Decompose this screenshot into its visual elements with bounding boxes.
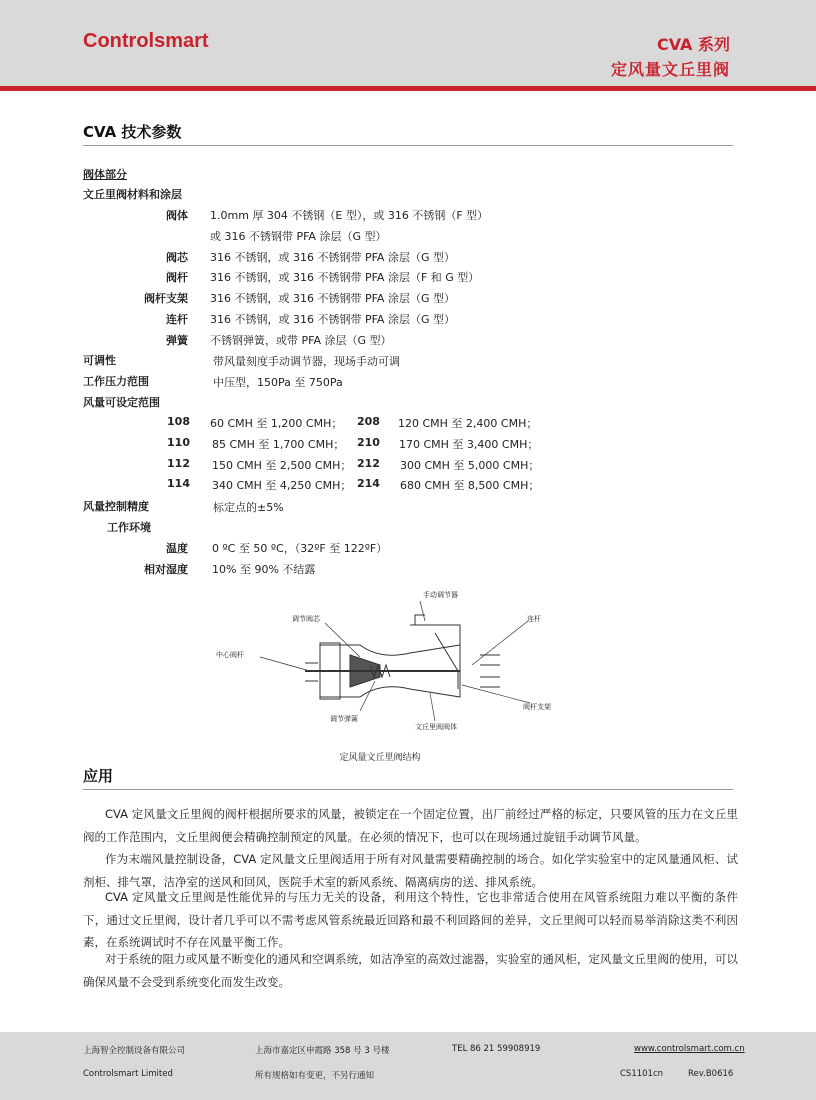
section-divider	[83, 789, 733, 790]
range-value: 300 CMH 至 5,000 CMH；	[400, 459, 540, 472]
material-value: 1.0mm 厚 304 不锈钢（E 型），或 316 不锈钢（F 型）	[210, 209, 489, 222]
material-value: 316 不锈钢，或 316 不锈钢带 PFA 涂层（G 型）	[210, 313, 455, 326]
material-value: 316 不锈钢，或 316 不锈钢带 PFA 涂层（G 型）	[210, 292, 455, 305]
label-valve-body: 文丘里阀阀体	[415, 723, 457, 731]
range-value: 60 CMH 至 1,200 CMH；	[210, 417, 343, 430]
model-number: 210	[357, 436, 380, 449]
material-label: 阀芯	[166, 251, 188, 264]
material-label: 连杆	[166, 313, 188, 326]
material-value: 或 316 不锈钢带 PFA 涂层（G 型）	[210, 230, 387, 243]
material-label: 阀杆支架	[144, 292, 188, 305]
label-bracket: 阀杆支架	[523, 703, 551, 711]
range-value: 120 CMH 至 2,400 CMH；	[398, 417, 538, 430]
product-subtitle: 定风量文丘里阀	[610, 60, 730, 79]
model-number: 208	[357, 415, 380, 428]
env-label: 工作环境	[107, 521, 151, 534]
telephone: TEL 86 21 59908919	[452, 1044, 541, 1054]
material-value: 不锈钢弹簧，或带 PFA 涂层（G 型）	[210, 334, 392, 347]
label-linkage: 连杆	[527, 615, 541, 623]
model-number: 110	[167, 436, 190, 449]
pressure-label: 工作压力范围	[83, 375, 149, 388]
section-title-tech: CVA 技术参数	[83, 123, 182, 141]
page-footer	[0, 1032, 816, 1100]
range-value: 170 CMH 至 3,400 CMH；	[399, 438, 539, 451]
temp-label: 温度	[166, 542, 188, 555]
series-title: CVA 系列	[657, 35, 730, 54]
material-label: 阀体	[166, 209, 188, 222]
venturi-valve-diagram	[210, 585, 570, 765]
label-valve-cone: 调节阀芯	[292, 615, 320, 623]
label-manual-adjuster: 手动调节器	[423, 591, 458, 599]
application-paragraph: 作为末端风量控制设备，CVA 定风量文丘里阀适用于所有对风量需要精确控制的场合。如化学实验室中的定风量通风柜、试剂柜、排气罩，洁净室的送风和回风，医院手术室的新风系统、隔离病房的送、排风系统。	[83, 852, 738, 889]
pressure-value: 中压型，150Pa 至 750Pa	[213, 376, 343, 389]
header-divider	[0, 86, 816, 91]
website-link[interactable]: www.controlsmart.com.cn	[634, 1044, 745, 1054]
material-value: 316 不锈钢，或 316 不锈钢带 PFA 涂层（F 和 G 型）	[210, 271, 480, 284]
model-number: 112	[167, 457, 190, 470]
section-title-application: 应用	[83, 767, 114, 785]
company-address: 上海市嘉定区申霞路 358 号 3 号楼	[255, 1046, 390, 1056]
diagram-caption: 定风量文丘里阀结构	[339, 753, 421, 763]
material-value: 316 不锈钢，或 316 不锈钢带 PFA 涂层（G 型）	[210, 251, 455, 264]
label-center-shaft: 中心阀杆	[216, 651, 244, 659]
model-number: 214	[357, 477, 380, 490]
application-paragraph: 对于系统的阻力或风量不断变化的通风和空调系统，如洁净室的高效过滤器，实验室的通风柜，定风量文丘里阀的使用，可以确保风量不会受到系统变化而发生改变。	[83, 952, 738, 989]
range-value: 150 CMH 至 2,500 CMH；	[212, 459, 352, 472]
manual-adjuster	[410, 615, 460, 645]
humidity-label: 相对湿度	[144, 563, 188, 576]
range-value: 85 CMH 至 1,700 CMH；	[212, 438, 345, 451]
brand-logo: Controlsmart	[83, 30, 209, 52]
material-label: 弹簧	[166, 334, 188, 347]
temp-value: 0 ºC 至 50 ºC，（32ºF 至 122ºF）	[212, 542, 388, 555]
material-label: 阀杆	[166, 271, 188, 284]
document-code: CS1101cn	[620, 1069, 664, 1079]
change-notice: 所有规格如有变更，不另行通知	[255, 1071, 375, 1081]
model-number: 114	[167, 477, 190, 490]
material-heading: 文丘里阀材料和涂层	[83, 188, 182, 201]
accuracy-value: 标定点的±5%	[213, 501, 284, 514]
linkage	[435, 633, 458, 671]
model-number: 108	[167, 415, 190, 428]
company-name-en: Controlsmart Limited	[83, 1069, 173, 1079]
body-part-heading: 阀体部分	[83, 168, 127, 181]
page-header	[0, 0, 816, 86]
label-spring: 调节弹簧	[330, 715, 358, 723]
model-number: 212	[357, 457, 380, 470]
application-paragraph: CVA 定风量文丘里阀是性能优异的与压力无关的设备，利用这个特性，它也非常适合使用在风管系统阻力难以平衡的条件下，通过文丘里阀，设计者几乎可以不需考虑风管系统最近回路和最不利回路间的差异，文丘里阀可以轻而易举消除这类不利因素，在系统调试时不存在风量平衡工作。	[83, 890, 738, 949]
revision: Rev.B0616	[688, 1069, 734, 1079]
range-value: 340 CMH 至 4,250 CMH；	[212, 479, 352, 492]
accuracy-label: 风量控制精度	[83, 500, 149, 513]
range-value: 680 CMH 至 8,500 CMH；	[400, 479, 540, 492]
humidity-value: 10% 至 90% 不结露	[212, 563, 316, 576]
section-divider	[83, 145, 733, 146]
adjust-label: 可调性	[83, 354, 116, 367]
range-label: 风量可设定范围	[83, 396, 160, 409]
adjust-value: 带风量刻度手动调节器，现场手动可调	[213, 355, 400, 368]
application-paragraph: CVA 定风量文丘里阀的阀杆根据所要求的风量，被锁定在一个固定位置，出厂前经过严格的标定，只要风管的压力在文丘里阀的工作范围内，文丘里阀便会精确控制预定的风量。在必须的情况下，也可以在现场通过旋钮手动调节风量。	[83, 807, 738, 844]
company-name-cn: 上海智全控制设备有限公司	[83, 1046, 186, 1056]
